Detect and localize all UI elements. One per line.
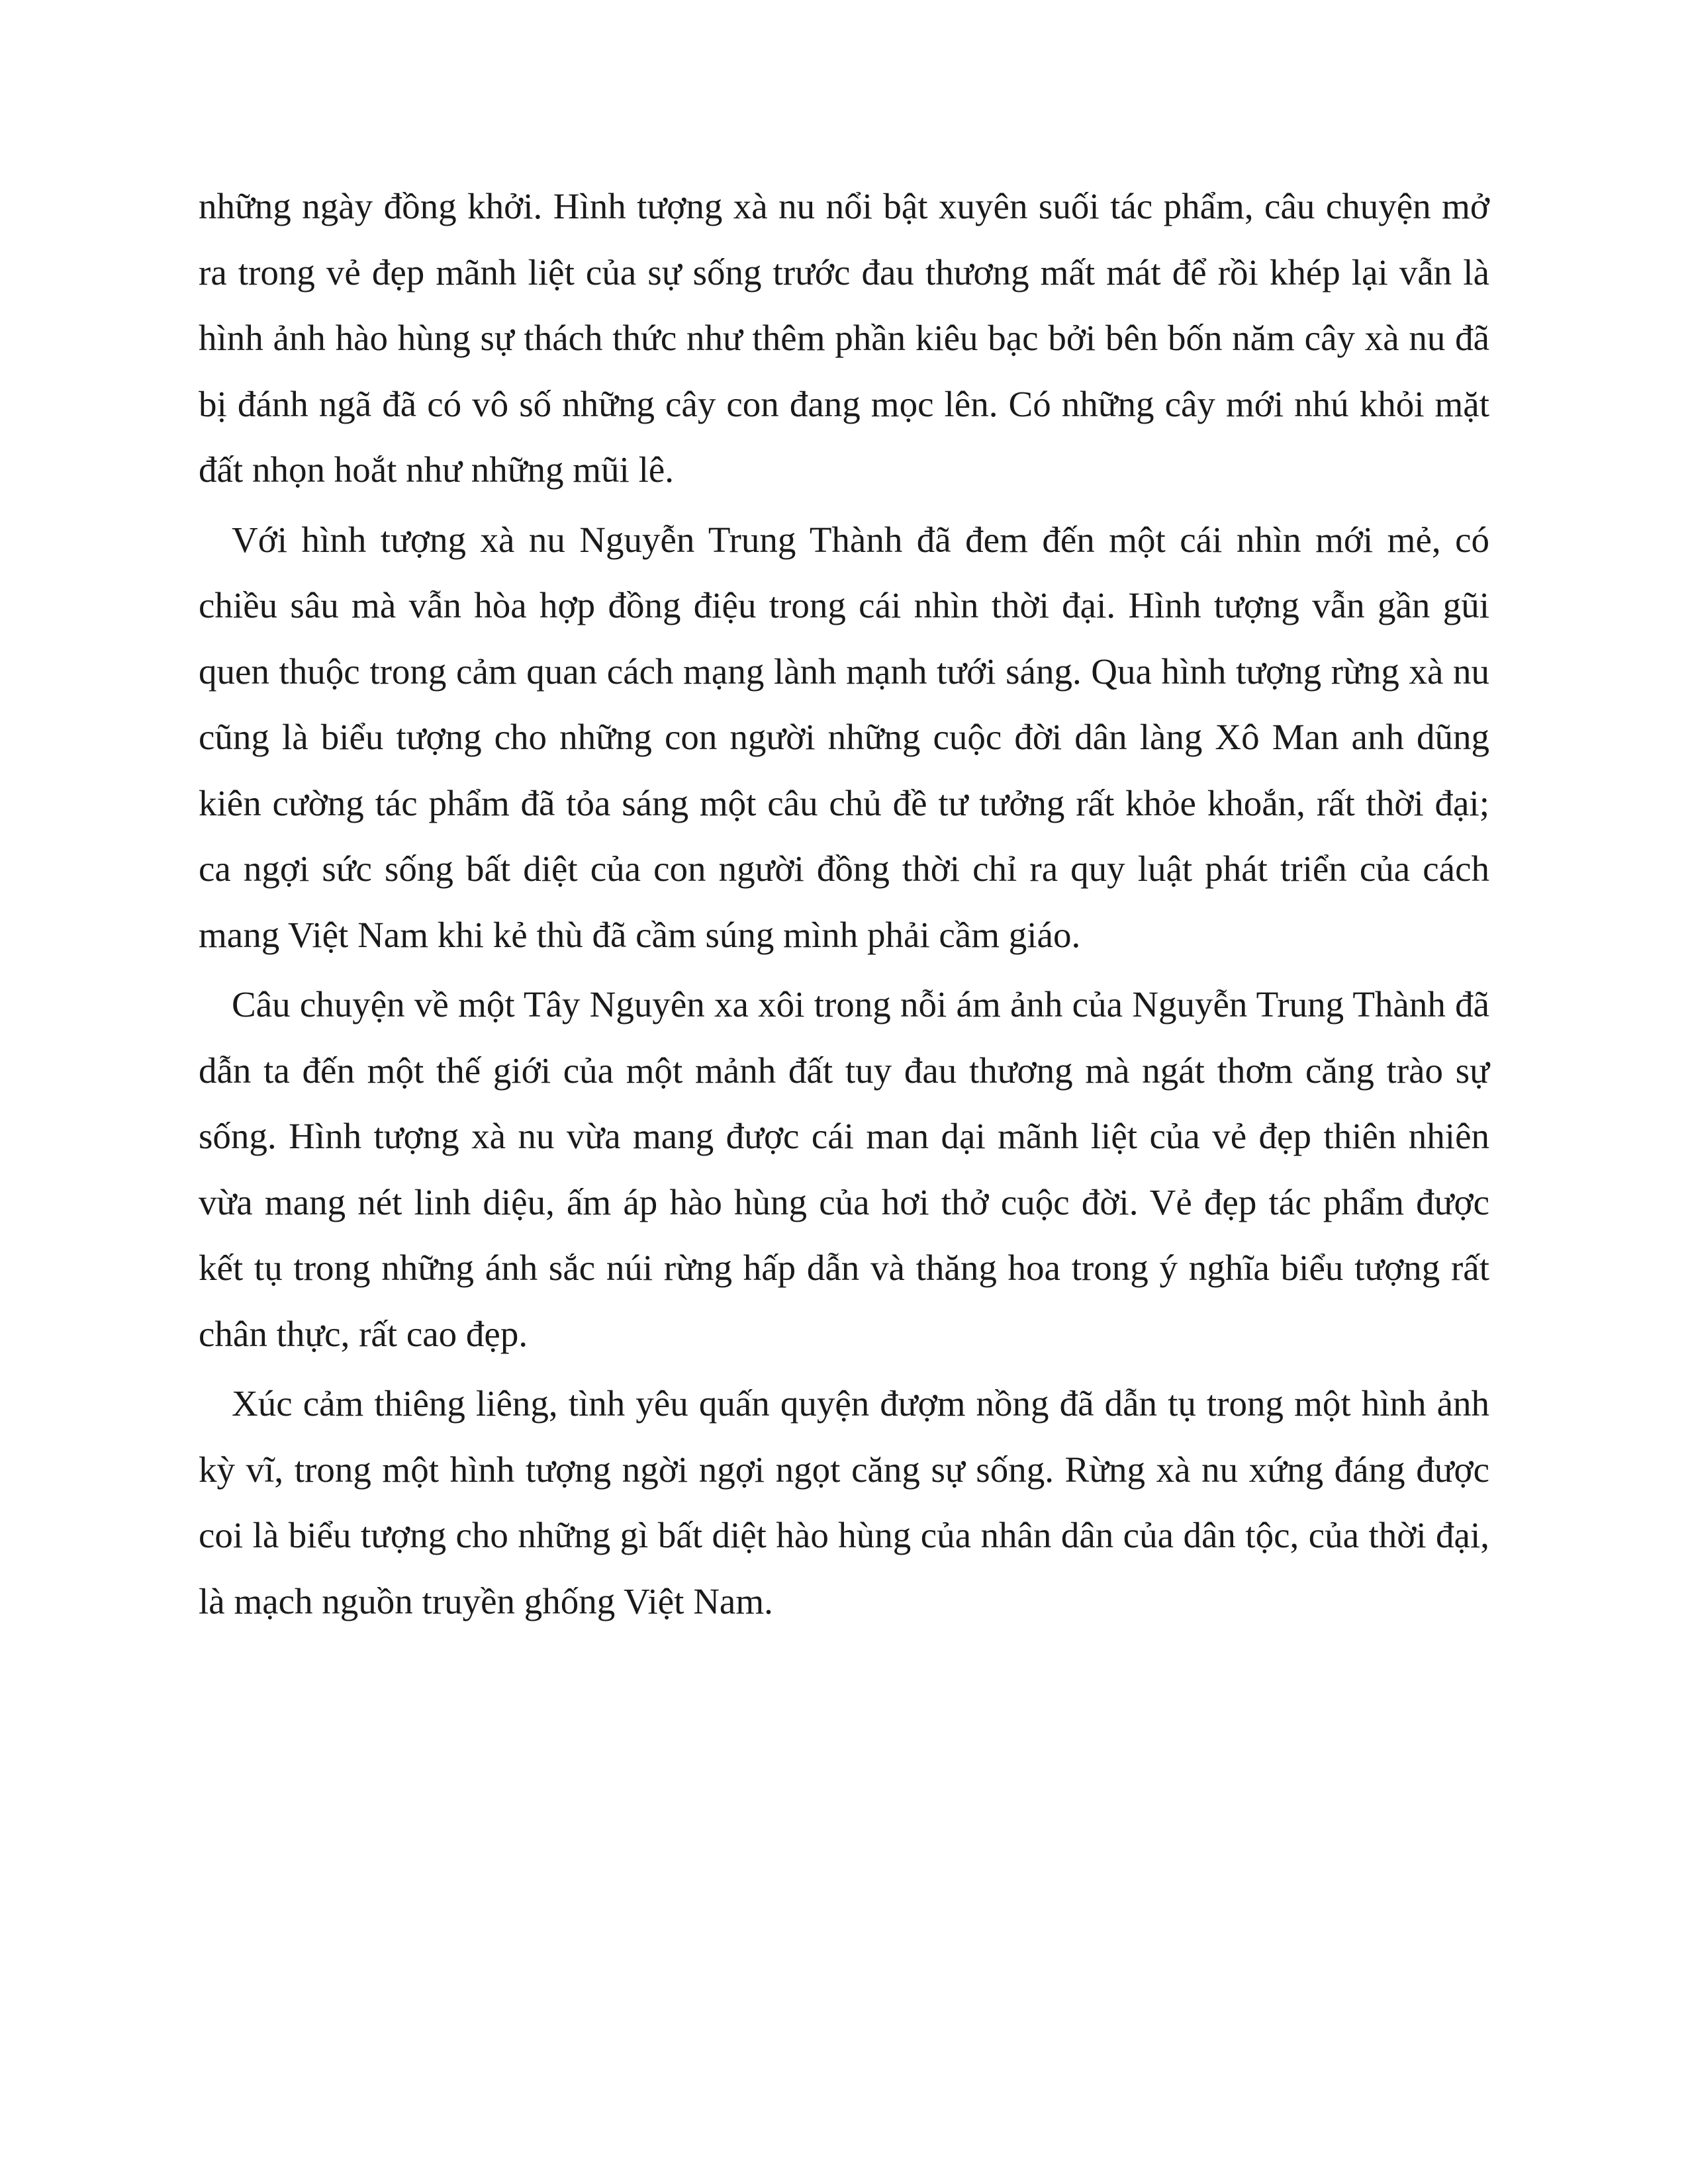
paragraph-1: những ngày đồng khởi. Hình tượng xà nu nổi bật xuyên suối tác phẩm, câu chuyện mở ra trong vẻ đẹp mãnh liệt của sự sống trước đau thương mất mát để rồi khép lại vẫn là hình ảnh hào hùng sự thách thức như thêm phần kiêu bạc bởi bên bốn năm cây xà nu đã bị đánh ngã đã có vô số những cây con đang mọc lên. Có những cây mới nhú khỏi mặt đất nhọn hoắt như những mũi lê.: [199, 186, 1489, 490]
document-body: [199, 173, 1489, 1634]
paragraph-2: Với hình tượng xà nu Nguyễn Trung Thành đã đem đến một cái nhìn mới mẻ, có chiều sâu mà vẫn hòa hợp đồng điệu trong cái nhìn thời đại. Hình tượng vẫn gần gũi quen thuộc trong cảm quan cách mạng lành mạnh tưới sáng. Qua hình tượng rừng xà nu cũng là biểu tượng cho những con người những cuộc đời dân làng Xô Man anh dũng kiên cường tác phẩm đã tỏa sáng một câu chủ đề tư tưởng rất khỏe khoắn, rất thời đại; ca ngợi sức sống bất diệt của con người đồng thời chỉ ra quy luật phát triển của cách mang Việt Nam khi kẻ thù đã cầm súng mình phải cầm giáo.: [199, 519, 1489, 955]
paragraph-4: Xúc cảm thiêng liêng, tình yêu quấn quyện đượm nồng đã dẫn tụ trong một hình ảnh kỳ vĩ, trong một hình tượng ngời ngợi ngọt căng sự sống. Rừng xà nu xứng đáng được coi là biểu tượng cho những gì bất diệt hào hùng của nhân dân của dân tộc, của thời đại, là mạch nguồn truyền ghống Việt Nam.: [199, 1383, 1489, 1621]
paragraph-3: Câu chuyện về một Tây Nguyên xa xôi trong nỗi ám ảnh của Nguyễn Trung Thành đã dẫn ta đến một thế giới của một mảnh đất tuy đau thương mà ngát thơm căng trào sự sống. Hình tượng xà nu vừa mang được cái man dại mãnh liệt của vẻ đẹp thiên nhiên vừa mang nét linh diệu, ấm áp hào hùng của hơi thở cuộc đời. Vẻ đẹp tác phẩm được kết tụ trong những ánh sắc núi rừng hấp dẫn và thăng hoa trong ý nghĩa biểu tượng rất chân thực, rất cao đẹp.: [199, 984, 1489, 1354]
